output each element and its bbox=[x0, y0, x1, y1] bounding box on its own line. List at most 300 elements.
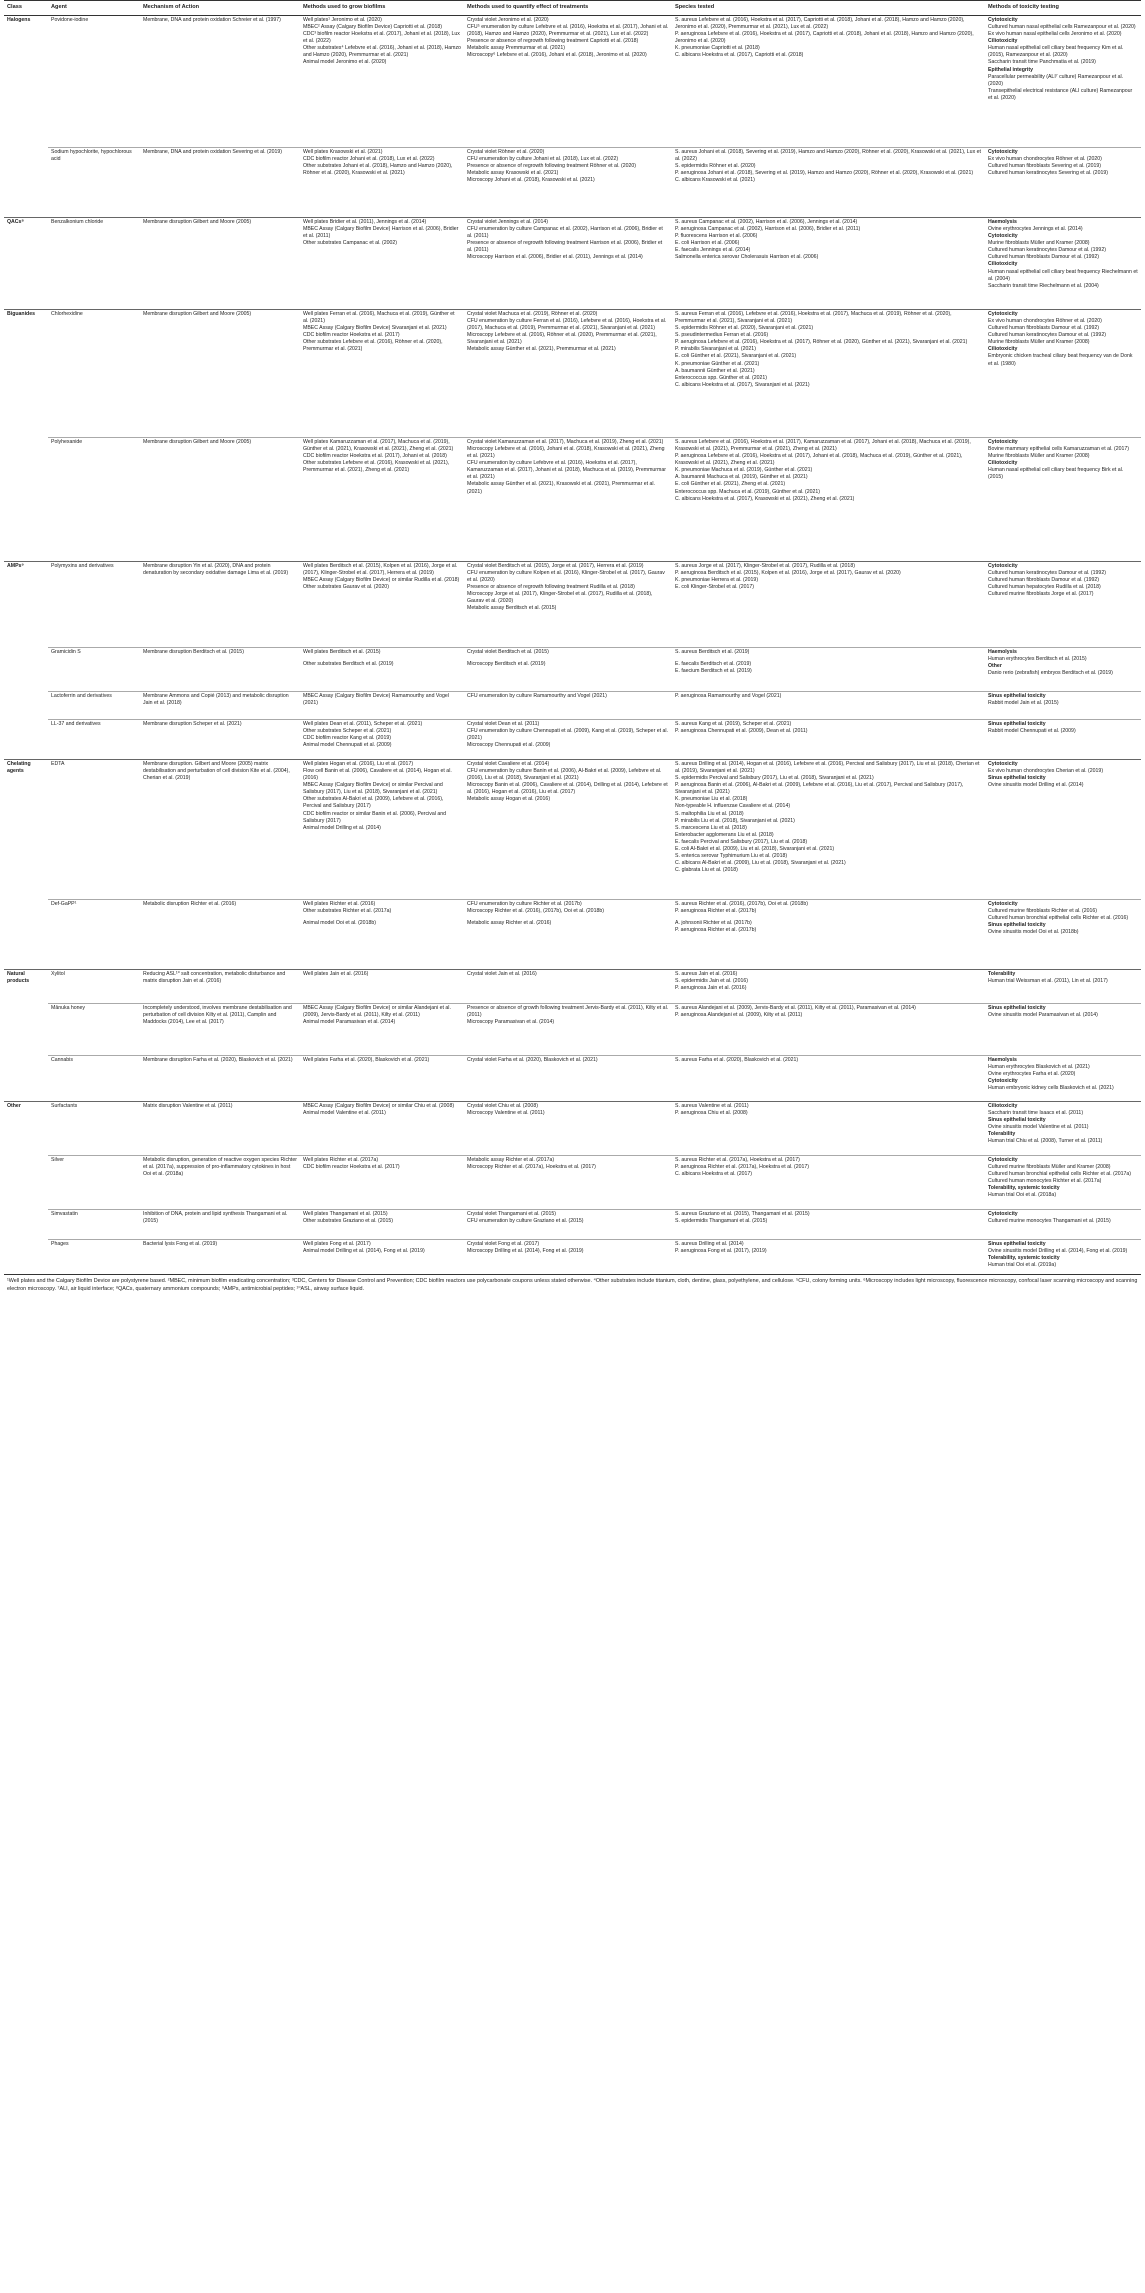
cell-species bbox=[672, 1209, 985, 1239]
grow-entry: Other substrates Berditsch et al. (2019) bbox=[303, 661, 394, 668]
cell-toxicity bbox=[985, 1209, 1141, 1239]
quantify-entry: Presence or absence of regrowth following treatment Capriotti et al. (2018) bbox=[467, 38, 639, 45]
quantify-entry: Microscopy Paramasivan et al. (2014) bbox=[467, 1019, 555, 1026]
quantify-entry: Crystal violet Jain et al. (2016) bbox=[467, 971, 537, 978]
toxicity-entry: Ovine sinusitis model Paramasivan et al. (2014) bbox=[988, 1012, 1098, 1019]
cell-agent: Phages bbox=[48, 1239, 140, 1271]
toxicity-entry: Cultured murine fibroblasts Richter et al. (2016) bbox=[988, 908, 1097, 915]
species-entry: K. pneumoniae Herrera et al. (2019) bbox=[675, 577, 759, 584]
cell-class bbox=[4, 437, 48, 561]
toxicity-entry: Human erythrocytes Berditsch et al. (2015) bbox=[988, 656, 1087, 663]
table-row bbox=[4, 969, 1141, 1003]
grow-entry: Well plates Ferran et al. (2016), Machuca et al. (2019), Günther et al. (2021) bbox=[303, 311, 455, 325]
species-entry: K. pneumoniae Liu et al. (2018) bbox=[675, 796, 748, 803]
species-entry: S. aureus Jorge et al. (2017), Klinger-Strobel et al. (2017), Rudilla et al. (2018) bbox=[675, 563, 855, 570]
grow-entry: Well plates Fong et al. (2017) bbox=[303, 1241, 371, 1248]
quantify-entry: Microscopy Chennupati et al. (2009) bbox=[467, 742, 551, 749]
grow-entry: MBEC Assay (Calgary Biofilm Device) or similar Alandejani et al. (2009), Jervis-Bardy et al. (2011), Kilty et al. (2011) bbox=[303, 1005, 451, 1019]
species-entry: E. faecalis Percival and Salisbury (2017), Liu et al. (2018) bbox=[675, 838, 808, 845]
grow-entry: MBEC Assay (Calgary Biofilm Device) or similar Chiu et al. (2008) bbox=[303, 1103, 455, 1110]
cell-toxicity bbox=[985, 561, 1141, 647]
cell-toxicity bbox=[985, 217, 1141, 309]
cell-quantify bbox=[464, 561, 672, 647]
quantify-entry: Microscopy Richter et al. (2017a), Hoekstra et al. (2017) bbox=[467, 1164, 596, 1171]
quantify-entry: Presence or absence of growth following treatment Jervis-Bardy et al. (2011), Kilty et al. (2011) bbox=[467, 1005, 669, 1019]
grow-entry: CDC biofilm reactor Hoekstra et al. (2017) bbox=[303, 1164, 400, 1171]
toxicity-entry: Cultured human fibroblasts Severing et al. (2019) bbox=[988, 163, 1102, 170]
species-entry: P. aeruginosa Lefebvre et al. (2016), Hoekstra et al. (2017), Röhner et al. (2020), Günther et al. (2021), Sivaranjani et al. (2021) bbox=[675, 339, 968, 346]
toxicity-category-heading: Ciliotoxicity bbox=[988, 38, 1018, 45]
cell-class bbox=[4, 1209, 48, 1239]
quantify-entry: Microscopy Lefebvre et al. (2016), Röhner et al. (2020), Premmurmar et al. (2021), Sivaranjani et al. (2021) bbox=[467, 332, 657, 346]
toxicity-category-heading: Sinus epithelial toxicity bbox=[988, 775, 1046, 782]
table-row bbox=[4, 1101, 1141, 1155]
cell-agent: Xylitol bbox=[48, 969, 140, 1003]
species-entry: P. fluorescens Harrison et al. (2006) bbox=[675, 233, 758, 240]
toxicity-category-heading: Cytotoxicity bbox=[988, 149, 1018, 156]
grow-entry: Well plates Bridier et al. (2011), Jennings et al. (2014) bbox=[303, 219, 427, 226]
cell-mechanism: Membrane disruption Berditsch et al. (2015) bbox=[140, 647, 300, 691]
cell-agent: Gramicidin S bbox=[48, 647, 140, 691]
quantify-entry: CFU enumeration by culture Lefebvre et al. (2016), Hoekstra et al. (2017), Kamaruzzaman et al. (2017), Johani et al. (2018), Machuca et al. (2019), Premmurmar et al. (2021) bbox=[467, 460, 666, 481]
grow-entry: Other substrates Richter et al. (2017a) bbox=[303, 908, 392, 915]
toxicity-entry: Ovine erythrocytes Jennings et al. (2014) bbox=[988, 226, 1083, 233]
cell-toxicity bbox=[985, 147, 1141, 217]
species-entry: P. aeruginosa Lefebvre et al. (2016), Hoekstra et al. (2017), Johani et al. (2018), Machuca et al. (2019), Günther et al. (2021), Krasowski et al. (2021), Zheng et al. (2021) bbox=[675, 453, 963, 467]
cell-toxicity bbox=[985, 1239, 1141, 1271]
cell-grow bbox=[300, 1055, 464, 1101]
toxicity-category-heading: Cytotoxicity bbox=[988, 1211, 1018, 1218]
species-entry: K. pneumoniae Capriotti et al. (2018) bbox=[675, 45, 760, 52]
species-entry: P. aeruginosa Lefebvre et al. (2016), Hoekstra et al. (2017), Capriotti et al. (2018), Johani et al. (2018), Hamzo and Hamzo (2020), Jeronimo et al. (2020) bbox=[675, 31, 974, 45]
cell-grow bbox=[300, 1239, 464, 1271]
cell-mechanism: Matrix disruption Valentine et al. (2011) bbox=[140, 1101, 300, 1155]
toxicity-category-heading: Haemolysis bbox=[988, 649, 1017, 656]
grow-entry: Other substrates Campanac et al. (2002) bbox=[303, 240, 397, 247]
quantify-entry: Microscopy Jorge et al. (2017), Klinger-Strobel et al. (2017), Rudilla et al. (2018), Gaurav et al. (2020) bbox=[467, 591, 653, 605]
header-row bbox=[4, 1, 1141, 16]
toxicity-category-heading: Sinus epithelial toxicity bbox=[988, 693, 1046, 700]
toxicity-entry: Ovine sinusitis model Valentine et al. (2011) bbox=[988, 1124, 1089, 1131]
cell-toxicity bbox=[985, 759, 1141, 899]
species-entry: P. aeruginosa Chiu et al. (2008) bbox=[675, 1110, 748, 1117]
species-entry: P. aeruginosa Jain et al. (2016) bbox=[675, 985, 747, 992]
cell-grow bbox=[300, 1155, 464, 1209]
quantify-entry: CFU enumeration by culture Campanac et al. (2002), Harrison et al. (2006), Bridier et al. (2011) bbox=[467, 226, 663, 240]
species-entry: C. glabrata Liu et al. (2018) bbox=[675, 867, 738, 874]
toxicity-category-heading: Cytotoxicity bbox=[988, 761, 1018, 768]
cell-class bbox=[4, 147, 48, 217]
toxicity-category-heading: Ciliotoxicity bbox=[988, 261, 1018, 268]
cell-toxicity bbox=[985, 969, 1141, 1003]
quantify-entry: Microscopy Drilling et al. (2014), Fong et al. (2019) bbox=[467, 1248, 584, 1255]
quantify-entry: Crystal violet Berditsch et al. (2015), Jorge et al. (2017), Herrera et al. (2019) bbox=[467, 563, 644, 570]
cell-quantify bbox=[464, 1209, 672, 1239]
cell-grow bbox=[300, 147, 464, 217]
cell-quantify bbox=[464, 1239, 672, 1271]
grow-entry: Well plates Jain et al. (2016) bbox=[303, 971, 369, 978]
quantify-entry: CFU enumeration by culture Banin et al. (2006), Al-Bakri et al. (2009), Lefebvre et al. (2016), Liu et al. (2018), Sivaranjani et al. (2021) bbox=[467, 768, 662, 782]
species-entry: P. mirabilis Liu et al. (2018), Sivaranjani et al. (2021) bbox=[675, 817, 795, 824]
cell-toxicity bbox=[985, 15, 1141, 147]
cell-grow bbox=[300, 15, 464, 147]
grow-entry: Animal model Ooi et al. (2018b) bbox=[303, 920, 376, 927]
cell-class bbox=[4, 899, 48, 969]
cell-agent: Chlorhexidine bbox=[48, 309, 140, 437]
toxicity-entry: Murine fibroblasts Müller and Kramer (2008) bbox=[988, 453, 1090, 460]
quantify-entry: Crystal violet Thangamani et al. (2015) bbox=[467, 1211, 557, 1218]
species-entry: P. aeruginosa Berditsch et al. (2015), Kolpen et al. (2016), Jorge et al. (2017), Gaurav et al. (2020) bbox=[675, 570, 901, 577]
toxicity-entry: Cultured human fibroblasts Damour et al. (1992) bbox=[988, 254, 1100, 261]
grow-entry: Other substrates Lefebvre et al. (2016), Krasowski et al. (2021), Premmurmar et al. (2021), Zheng et al. (2021) bbox=[303, 460, 450, 474]
toxicity-category-heading: Cytotoxicity bbox=[988, 563, 1018, 570]
cell-agent: Silver bbox=[48, 1155, 140, 1209]
species-entry: A. baumannii Machuca et al. (2019), Günther et al. (2021) bbox=[675, 474, 808, 481]
toxicity-entry: Ovine sinusitis model Drilling et al. (2014) bbox=[988, 782, 1084, 789]
quantify-entry: Crystal violet Jennings et al. (2014) bbox=[467, 219, 549, 226]
species-entry: Enterobacter agglomerans Liu et al. (2018) bbox=[675, 831, 774, 838]
species-entry: S. marcescens Liu et al. (2018) bbox=[675, 824, 747, 831]
cell-toxicity bbox=[985, 647, 1141, 691]
cell-quantify bbox=[464, 309, 672, 437]
quantify-entry: Metabolic assay Hogan et al. (2016) bbox=[467, 796, 551, 803]
species-entry: A. johnsonii Richter et al. (2017b) bbox=[675, 920, 752, 927]
quantify-entry: Microscopy Lefebvre et al. (2016), Johani et al. (2018), Krasowski et al. (2021), Zheng et al. (2021) bbox=[467, 446, 665, 460]
cell-quantify bbox=[464, 969, 672, 1003]
toxicity-entry: Saccharin transit time Riechelmann et al. (2004) bbox=[988, 282, 1099, 289]
cell-mechanism: Inhibition of DNA, protein and lipid synthesis Thangamani et al. (2015) bbox=[140, 1209, 300, 1239]
quantify-entry: Microscopy Richter et al. (2016), (2017b), Ooi et al. (2018b) bbox=[467, 908, 604, 915]
toxicity-entry: Transepithelial electrical resistance (ALI culture) Ramezanpour et al. (2020) bbox=[988, 87, 1133, 101]
toxicity-category-heading: Ciliotoxicity bbox=[988, 460, 1018, 467]
cell-quantify bbox=[464, 719, 672, 759]
cell-grow bbox=[300, 969, 464, 1003]
grow-entry: MBEC Assay (Calgary Biofilm Device) Ramamourthy and Vogel (2021) bbox=[303, 693, 449, 707]
table-row bbox=[4, 691, 1141, 719]
species-entry: S. maltophilia Liu et al. (2018) bbox=[675, 810, 744, 817]
toxicity-entry: Cultured human bronchial epithelial cells Richter et al. (2016) bbox=[988, 915, 1129, 922]
cell-mechanism: Membrane disruption Gilbert and Moore (2005) bbox=[140, 309, 300, 437]
species-entry: S. pseudintermedius Ferran et al. (2016) bbox=[675, 332, 769, 339]
species-entry: Non-typeable H. influenzae Cavaliere et al. (2014) bbox=[675, 803, 791, 810]
table-row bbox=[4, 437, 1141, 561]
cell-class bbox=[4, 647, 48, 691]
species-entry: S. aureus Drilling et al. (2014) bbox=[675, 1241, 744, 1248]
grow-entry: Other substrates Gaurav et al. (2020) bbox=[303, 584, 389, 591]
quantify-entry: Crystal violet Machuca et al. (2019), Röhner et al. (2020) bbox=[467, 311, 598, 318]
cell-agent: Surfactants bbox=[48, 1101, 140, 1155]
species-entry: E. faecalis Berditsch et al. (2019) bbox=[675, 661, 752, 668]
toxicity-category-heading: Ciliotoxicity bbox=[988, 1103, 1018, 1110]
toxicity-entry: Cultured human bronchial epithelial cells Richter et al. (2017a) bbox=[988, 1171, 1132, 1178]
quantify-entry: Metabolic assay Berditsch et al. (2015) bbox=[467, 605, 557, 612]
cell-class bbox=[4, 1003, 48, 1055]
quantify-entry: Metabolic assay Günther et al. (2021), Krasowski et al. (2021), Premmurmar et al. (2021) bbox=[467, 481, 655, 495]
header-agent: Agent bbox=[48, 1, 140, 16]
toxicity-entry: Human trial Weissman et al. (2011), Lin et al. (2017) bbox=[988, 978, 1108, 985]
table-body bbox=[4, 15, 1141, 1271]
species-entry: S. aureus Valentine et al. (2011) bbox=[675, 1103, 749, 1110]
grow-entry: Well plates¹ Jeronimo et al. (2020) bbox=[303, 17, 382, 24]
cell-agent: Cannabis bbox=[48, 1055, 140, 1101]
toxicity-category-heading: Tolerability bbox=[988, 1131, 1016, 1138]
species-entry: P. aeruginosa Richter et al. (2017a), Hoekstra et al. (2017) bbox=[675, 1164, 809, 1171]
grow-entry: CDC biofilm reactor Hoekstra et al. (2017) bbox=[303, 332, 400, 339]
species-entry: S. aureus Lefebvre et al. (2016), Hoekstra et al. (2017), Kamaruzzaman et al. (2017), Johani et al. (2018), Machuca et al. (2019), Krasowski et al. (2021), Premmurmar et al. (2021), Zheng et al. (2021) bbox=[675, 439, 971, 453]
quantify-entry: CFU enumeration by culture Ramamourthy and Vogel (2021) bbox=[467, 693, 607, 700]
cell-grow bbox=[300, 309, 464, 437]
toxicity-category-heading: Tolerability, systemic toxicity bbox=[988, 1255, 1060, 1262]
cell-quantify bbox=[464, 759, 672, 899]
species-entry: P. aeruginosa Richter et al. (2017b) bbox=[675, 908, 757, 915]
toxicity-entry: Cultured human fibroblasts Damour et al. (1992) bbox=[988, 577, 1100, 584]
cell-mechanism: Metabolic disruption Richter et al. (2016) bbox=[140, 899, 300, 969]
species-entry: C. albicans Krasowski et al. (2021) bbox=[675, 177, 755, 184]
cell-toxicity bbox=[985, 1055, 1141, 1101]
quantify-entry: Crystal violet Farha et al. (2020), Blaskovich et al. (2021) bbox=[467, 1057, 598, 1064]
toxicity-entry: Ex vivo human chondrocytes Cherian et al. (2019) bbox=[988, 768, 1104, 775]
quantify-entry: Crystal violet Chiu et al. (2008) bbox=[467, 1103, 538, 1110]
grow-entry: Well plates Richter et al. (2016) bbox=[303, 901, 376, 908]
species-entry: S. epidermidis Jain et al. (2016) bbox=[675, 978, 748, 985]
toxicity-category-heading: Other bbox=[988, 663, 1002, 670]
grow-entry: CDC biofilm reactor Hoekstra et al. (2017), Johani et al. (2018) bbox=[303, 453, 447, 460]
quantify-entry: Crystal violet Röhner et al. (2020) bbox=[467, 149, 545, 156]
toxicity-entry: Cultured human keratinocytes Damour et al. (1992) bbox=[988, 247, 1106, 254]
table-container bbox=[4, 0, 1141, 1294]
grow-entry: Flow cell Banin et al. (2006), Cavaliere et al. (2014), Hogan et al. (2016) bbox=[303, 768, 452, 782]
quantify-entry: Microscopy Johani et al. (2018), Krasowski et al. (2021) bbox=[467, 177, 595, 184]
species-entry: C. albicans Hoekstra et al. (2017), Krasowski et al. (2021), Zheng et al. (2021) bbox=[675, 495, 855, 502]
grow-entry: Other substrates Al-Bakri et al. (2009), Lefebvre et al. (2016), Percival and Salisbury (2017) bbox=[303, 796, 444, 810]
toxicity-category-heading: Tolerability bbox=[988, 971, 1016, 978]
species-entry: P. aeruginosa Chennupati et al. (2009), Dean et al. (2011) bbox=[675, 728, 808, 735]
grow-entry: Other substrates⁴ Lefebvre et al. (2016), Johani et al. (2018), Hamzo and Hamzo (2020), Premmurmar et al. (2021) bbox=[303, 45, 461, 59]
toxicity-category-heading: Sinus epithelial toxicity bbox=[988, 922, 1046, 929]
cell-species bbox=[672, 309, 985, 437]
species-entry: K. pneumoniae Machuca et al. (2019), Günther et al. (2021) bbox=[675, 467, 813, 474]
cell-species bbox=[672, 1055, 985, 1101]
toxicity-entry: Ex vivo human nasal epithelial cells Jeronimo et al. (2020) bbox=[988, 31, 1122, 38]
toxicity-entry: Ex vivo human chondrocytes Röhner et al. (2020) bbox=[988, 156, 1102, 163]
cell-grow bbox=[300, 1003, 464, 1055]
cell-agent: Sodium hypochlorite, hypochlorous acid bbox=[48, 147, 140, 217]
toxicity-entry: Ex vivo human chondrocytes Röhner et al. (2020) bbox=[988, 318, 1102, 325]
species-entry: S. enterica serovar Typhimurium Liu et al. (2018) bbox=[675, 852, 788, 859]
quantify-entry: Microscopy Valentine et al. (2011) bbox=[467, 1110, 545, 1117]
toxicity-category-heading: Haemolysis bbox=[988, 219, 1017, 226]
cell-toxicity bbox=[985, 309, 1141, 437]
cell-mechanism: Membrane, DNA and protein oxidation Schreier et al. (1997) bbox=[140, 15, 300, 147]
cell-grow bbox=[300, 691, 464, 719]
toxicity-entry: Cultured human keratinocytes Severing et al. (2019) bbox=[988, 170, 1108, 177]
toxicity-entry: Human nasal epithelial cell ciliary beat frequency Birk et al. (2015) bbox=[988, 467, 1124, 481]
toxicity-category-heading: Cytotoxicity bbox=[988, 1078, 1018, 1085]
cell-quantify bbox=[464, 899, 672, 969]
grow-entry: Animal model Valentine et al. (2011) bbox=[303, 1110, 386, 1117]
species-entry: Salmonella enterica serovar Cholerasuis Harrison et al. (2006) bbox=[675, 254, 819, 261]
grow-entry: Well plates Krasowski et al. (2021) bbox=[303, 149, 383, 156]
species-entry: S. aureus Jain et al. (2016) bbox=[675, 971, 738, 978]
grow-entry: Well plates Hogan et al. (2016), Liu et al. (2017) bbox=[303, 761, 414, 768]
species-entry: P. aeruginosa Banin et al. (2006), Al-Bakri et al. (2009), Lefebvre et al. (2016), Liu et al. (2017), Percival and Salisbury (2017), Sivaranjani et al. (2021) bbox=[675, 782, 964, 796]
table-row bbox=[4, 309, 1141, 437]
cell-quantify bbox=[464, 1155, 672, 1209]
table-row bbox=[4, 217, 1141, 309]
cell-species bbox=[672, 719, 985, 759]
cell-toxicity bbox=[985, 899, 1141, 969]
quantify-entry: CFU enumeration by culture Johani et al. (2018), Lux et al. (2022) bbox=[467, 156, 619, 163]
table-row bbox=[4, 719, 1141, 759]
cell-quantify bbox=[464, 1055, 672, 1101]
cell-class bbox=[4, 719, 48, 759]
quantify-entry: Microscopy Harrison et al. (2006), Bridier et al. (2011), Jennings et al. (2014) bbox=[467, 254, 643, 261]
species-entry: E. coli Harrison et al. (2006) bbox=[675, 240, 740, 247]
toxicity-entry: Cultured human keratinocytes Damour et al. (1992) bbox=[988, 570, 1106, 577]
species-entry: E. coli Günther et al. (2021), Zheng et al. (2021) bbox=[675, 481, 786, 488]
header-grow-methods: Methods used to grow biofilms bbox=[300, 1, 464, 16]
cell-grow bbox=[300, 1101, 464, 1155]
cell-toxicity bbox=[985, 691, 1141, 719]
cell-species bbox=[672, 1101, 985, 1155]
toxicity-entry: Cultured human nasal epithelial cells Ramezanpour et al. (2020) bbox=[988, 24, 1136, 31]
species-entry: C. albicans Al-Bakri et al. (2009), Liu et al. (2018), Sivaranjani et al. (2021) bbox=[675, 859, 846, 866]
grow-entry: Well plates Kamaruzzaman et al. (2017), Machuca et al. (2019), Günther et al. (2021), Krasowski et al. (2021), Zheng et al. (2021) bbox=[303, 439, 454, 453]
cell-species bbox=[672, 1155, 985, 1209]
cell-quantify bbox=[464, 15, 672, 147]
toxicity-entry: Cultured human monocytes Richter et al. (2017a) bbox=[988, 1178, 1102, 1185]
quantify-entry: Crystal violet Berditsch et al. (2015) bbox=[467, 649, 549, 656]
cell-grow bbox=[300, 899, 464, 969]
quantify-entry: Crystal violet Fong et al. (2017) bbox=[467, 1241, 540, 1248]
quantify-entry: CFU enumeration by culture Chennupati et al. (2009), Kang et al. (2019), Scheper et al. (2021) bbox=[467, 728, 668, 742]
quantify-entry: Crystal violet Cavaliere et al. (2014) bbox=[467, 761, 550, 768]
cell-grow bbox=[300, 647, 464, 691]
species-entry: P. aeruginosa Fong et al. (2017), (2019) bbox=[675, 1248, 767, 1255]
cell-toxicity bbox=[985, 719, 1141, 759]
toxicity-category-heading: Tolerability, systemic toxicity bbox=[988, 1185, 1060, 1192]
species-entry: S. aureus Berditsch et al. (2019) bbox=[675, 649, 750, 656]
cell-quantify bbox=[464, 1003, 672, 1055]
toxicity-entry: Human embryonic kidney cells Blaskovich et al. (2021) bbox=[988, 1085, 1114, 1092]
cell-grow bbox=[300, 719, 464, 759]
species-entry: S. aureus Farha et al. (2020), Blaskovich et al. (2021) bbox=[675, 1057, 799, 1064]
cell-toxicity bbox=[985, 1101, 1141, 1155]
toxicity-entry: Cultured human fibroblasts Damour et al. (1992) bbox=[988, 325, 1100, 332]
toxicity-category-heading: Cytotoxicity bbox=[988, 439, 1018, 446]
cell-agent: LL-37 and derivatives bbox=[48, 719, 140, 759]
grow-entry: CDC biofilm reactor Kang et al. (2019) bbox=[303, 735, 391, 742]
toxicity-entry: Cultured murine fibroblasts Müller and Kramer (2008) bbox=[988, 1164, 1111, 1171]
cell-grow bbox=[300, 759, 464, 899]
cell-mechanism: Membrane disruption. Gilbert and Moore (2005) matrix destabilisation and perturbation of cell division Kite et al. (2004), Cherian et al. (2019) bbox=[140, 759, 300, 899]
species-entry: P. mirabilis Sivaranjani et al. (2021) bbox=[675, 346, 756, 353]
species-entry: A. baumannii Günther et al. (2021) bbox=[675, 367, 755, 374]
toxicity-entry: Danio rerio (zebrafish) embryos Berditsch et al. (2019) bbox=[988, 670, 1113, 677]
grow-entry: MBEC Assay (Calgary Biofilm Device) or similar Percival and Salisbury (2017), Liu et al. (2018), Sivaranjani et al. (2021) bbox=[303, 782, 443, 796]
toxicity-entry: Murine fibroblasts Müller and Kramer (2008) bbox=[988, 240, 1090, 247]
quantify-entry: Metabolic assay Richter et al. (2016) bbox=[467, 920, 552, 927]
cell-class: Other bbox=[4, 1101, 48, 1155]
toxicity-entry: Embryonic chicken tracheal ciliary beat frequency van de Donk et al. (1980) bbox=[988, 353, 1133, 367]
toxicity-category-heading: Haemolysis bbox=[988, 1057, 1017, 1064]
header-toxicity: Methods of toxicity testing bbox=[985, 1, 1141, 16]
species-entry: S. aureus Graziano et al. (2015), Thangamani et al. (2015) bbox=[675, 1211, 810, 1218]
species-entry: S. aureus Lefebvre et al. (2016), Hoekstra et al. (2017), Capriotti et al. (2018), Johani et al. (2018), Hamzo and Hamzo (2020), Jeronimo et al. (2020), Premmurmar et al. (2021), Lux et al. (2022) bbox=[675, 17, 965, 31]
cell-species bbox=[672, 147, 985, 217]
species-entry: S. epidermidis Röhner et al. (2020) bbox=[675, 163, 756, 170]
grow-entry: MBEC Assay (Calgary Biofilm Device) or similar Rudilla et al. (2018) bbox=[303, 577, 460, 584]
table-row bbox=[4, 1055, 1141, 1101]
species-entry: Enterococcus spp. Günther et al. (2021) bbox=[675, 374, 767, 381]
cell-mechanism: Membrane disruption Farha et al. (2020), Blaskovich et al. (2021) bbox=[140, 1055, 300, 1101]
grow-entry: Well plates Farha et al. (2020), Blaskovich et al. (2021) bbox=[303, 1057, 430, 1064]
quantify-entry: Metabolic assay Günther et al. (2021), Premmurmar et al. (2021) bbox=[467, 346, 616, 353]
cell-mechanism: Incompletely understood, involves membrane destabilisation and perturbation of cell division Kilty et al. (2011), Camplin and Maddocks (2014), Lee et al. (2017) bbox=[140, 1003, 300, 1055]
quantify-entry: Crystal violet Jeronimo et al. (2020) bbox=[467, 17, 549, 24]
cell-species bbox=[672, 217, 985, 309]
cell-agent: Polymyxins and derivatives bbox=[48, 561, 140, 647]
quantify-entry: Presence or absence of regrowth following treatment Rudilla et al. (2018) bbox=[467, 584, 635, 591]
toxicity-entry: Saccharin transit time Panchmatia et al. (2019) bbox=[988, 59, 1096, 66]
species-entry: S. aureus Alandejani et al. (2009), Jervis-Bardy et al. (2011), Kilty et al. (2011), Paramasivan et al. (2014) bbox=[675, 1005, 916, 1012]
toxicity-category-heading: Ciliotoxicity bbox=[988, 346, 1018, 353]
grow-entry: Animal model Drilling et al. (2014) bbox=[303, 824, 381, 831]
grow-entry: MBEC Assay (Calgary Biofilm Device) Sivaranjani et al. (2021) bbox=[303, 325, 447, 332]
cell-grow bbox=[300, 561, 464, 647]
cell-agent: Simvastatin bbox=[48, 1209, 140, 1239]
cell-mechanism: Membrane Ammons and Copié (2013) and metabolic disruption Jain et al. (2018) bbox=[140, 691, 300, 719]
species-entry: S. aureus Ferran et al. (2016), Lefebvre et al. (2016), Hoekstra et al. (2017), Machuca et al. (2019), Röhner et al. (2020), Premmurmar et al. (2021), Sivaranjani et al. (2021) bbox=[675, 311, 952, 325]
cell-species bbox=[672, 437, 985, 561]
toxicity-entry: Human erythrocytes Blaskovich et al. (2021) bbox=[988, 1064, 1090, 1071]
cell-quantify bbox=[464, 647, 672, 691]
cell-class: Chelating agents bbox=[4, 759, 48, 899]
quantify-entry: Presence or absence of regrowth following treatment Harrison et al. (2006), Bridier et al. (2011) bbox=[467, 240, 663, 254]
toxicity-entry: Saccharin transit time Isaacs et al. (2011) bbox=[988, 1110, 1084, 1117]
grow-entry: Animal model Drilling et al. (2014), Fong et al. (2019) bbox=[303, 1248, 425, 1255]
grow-entry: Animal model Jeronimo et al. (2020) bbox=[303, 59, 387, 66]
table-row bbox=[4, 1003, 1141, 1055]
toxicity-entry: Rabbit model Chennupati et al. (2009) bbox=[988, 728, 1076, 735]
cell-agent: Polyhexanide bbox=[48, 437, 140, 561]
species-entry: C. albicans Hoekstra et al. (2017), Capriotti et al. (2018) bbox=[675, 52, 804, 59]
biofilm-methods-table bbox=[4, 0, 1141, 1271]
species-entry: P. aeruginosa Johani et al. (2018), Severing et al. (2019), Hamzo and Hamzo (2020), Röhner et al. (2020), Krasowski et al. (2021) bbox=[675, 170, 974, 177]
toxicity-entry: Cultured murine monocytes Thangamani et al. (2015) bbox=[988, 1218, 1111, 1225]
species-entry: S. aureus Johani et al. (2018), Severing et al. (2019), Hamzo and Hamzo (2020), Röhner et al. (2020), Krasowski et al. (2021), Lux et al. (2022) bbox=[675, 149, 981, 163]
quantify-entry: Microscopy⁶ Lefebvre et al. (2016), Johani et al. (2018), Jeronimo et al. (2020) bbox=[467, 52, 647, 59]
toxicity-category-heading: Cytotoxicity bbox=[988, 901, 1018, 908]
cell-species bbox=[672, 899, 985, 969]
toxicity-category-heading: Epithelial integrity bbox=[988, 66, 1033, 73]
cell-mechanism: Membrane, DNA and protein oxidation Severing et al. (2019) bbox=[140, 147, 300, 217]
cell-species bbox=[672, 561, 985, 647]
grow-entry: Animal model Paramasivan et al. (2014) bbox=[303, 1019, 396, 1026]
species-entry: S. epidermidis Röhner et al. (2020), Sivaranjani et al. (2021) bbox=[675, 325, 814, 332]
species-entry: C. albicans Hoekstra et al. (2017) bbox=[675, 1171, 752, 1178]
cell-mechanism: Membrane disruption Gilbert and Moore (2005) bbox=[140, 437, 300, 561]
toxicity-entry: Bovine mammary epithelial cells Kamaruzzaman et al. (2017) bbox=[988, 446, 1129, 453]
species-entry: P. aeruginosa Campanac et al. (2002), Harrison et al. (2006), Bridier et al. (2011) bbox=[675, 226, 861, 233]
header-quantify-methods: Methods used to quantify effect of treatments bbox=[464, 1, 672, 16]
table-row bbox=[4, 15, 1141, 147]
grow-entry: Other substrates Scheper et al. (2021) bbox=[303, 728, 392, 735]
quantify-entry: Crystal violet Dean et al. (2011) bbox=[467, 721, 540, 728]
cell-mechanism: Membrane disruption Gilbert and Moore (2005) bbox=[140, 217, 300, 309]
quantify-entry: CFU enumeration by culture Richter et al. (2017b) bbox=[467, 901, 582, 908]
toxicity-entry: Cultured murine fibroblasts Jorge et al. (2017) bbox=[988, 591, 1094, 598]
